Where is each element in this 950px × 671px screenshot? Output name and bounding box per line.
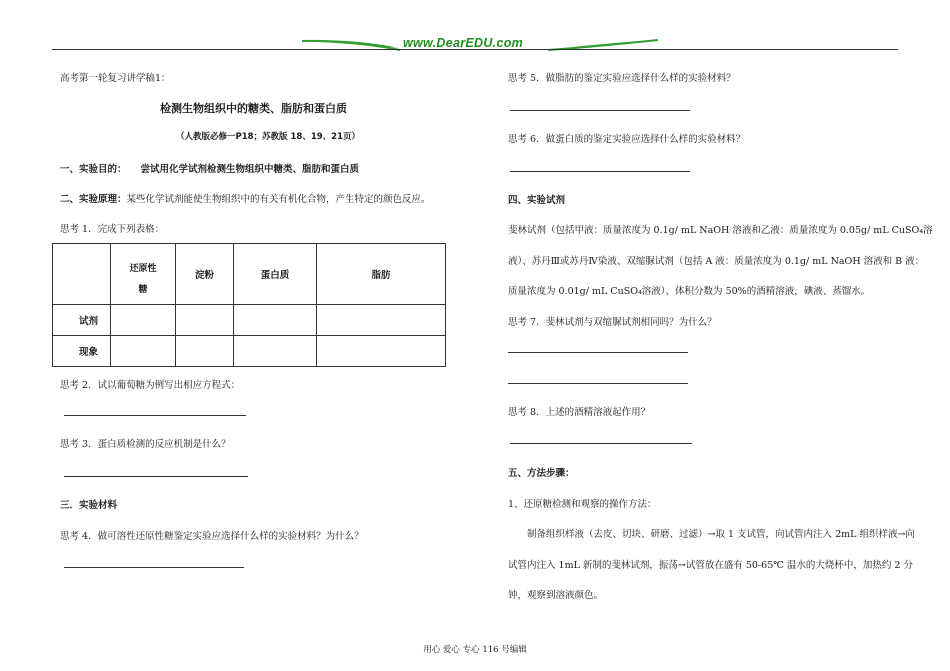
answer-line <box>508 352 688 353</box>
section-materials: 三．实验材料 <box>60 500 118 511</box>
answer-line <box>510 443 692 444</box>
section-objective <box>60 161 359 175</box>
table-row-label: 试剂 <box>53 305 111 336</box>
table-cell <box>234 336 317 367</box>
section-label: 一、实验目的： <box>60 164 127 175</box>
answer-line <box>510 171 690 172</box>
table-cell <box>317 305 446 336</box>
table-row <box>53 305 446 336</box>
answer-line <box>64 476 248 477</box>
answer-line <box>64 567 244 568</box>
table-cell <box>176 305 234 336</box>
section-principle <box>60 191 431 205</box>
section-procedure: 五、方法步骤： <box>508 468 575 479</box>
paragraph-line: 斐林试剂（包括甲液：质量浓度为 0.1g/ mL NaOH 溶液和乙液：质量浓度为 0.05g/ mL CuSO₄溶 <box>508 225 933 236</box>
header-rule <box>52 49 898 50</box>
question-2: 思考 2．试以葡萄糖为例写出相应方程式： <box>60 380 241 391</box>
paragraph-line: 液）、苏丹Ⅲ或苏丹Ⅳ染液、双缩脲试剂（包括 A 液：质量浓度为 0.1g/ mL NaOH 溶液和 B 液： <box>508 256 925 267</box>
table-header-cell: 蛋白质 <box>234 244 317 305</box>
question-4: 思考 4．做可溶性还原性糖鉴定实验应选择什么样的实验材料？为什么？ <box>60 531 364 542</box>
table-header-empty <box>53 244 111 305</box>
question-3: 思考 3．蛋白质检测的反应机制是什么？ <box>60 439 231 450</box>
method-line: 试管内注入 1mL 新制的斐林试剂，振荡→试管放在盛有 50-65℃ 温水的大烧杯中，加热约 2 分 <box>508 560 913 571</box>
question-8: 思考 8．上述的酒精溶液起作用？ <box>508 407 651 418</box>
question-5: 思考 5．做脂肪的鉴定实验应选择什么样的实验材料？ <box>508 73 736 84</box>
section-label: 二、实验原理： <box>60 194 127 205</box>
question-6: 思考 6．做蛋白质的鉴定实验应选择什么样的实验材料？ <box>508 134 746 145</box>
document-subtitle: （人教版必修一P18；苏教版 18、19、21页） <box>176 132 361 142</box>
table-row <box>53 336 446 367</box>
section-reagents: 四、实验试剂 <box>508 195 566 206</box>
method-line: 钟，观察到溶液颜色。 <box>508 590 604 601</box>
step-heading: 1、还原糖检测和观察的操作方法： <box>508 499 657 510</box>
table-header-cell: 脂肪 <box>317 244 446 305</box>
reagent-table <box>52 243 446 367</box>
page-footer: 用心 爱心 专心 116 号编辑 <box>423 645 527 655</box>
table-cell <box>176 336 234 367</box>
table-header-cell: 还原性 糖 <box>111 244 176 305</box>
section-text: 尝试用化学试剂检测生物组织中糖类、脂肪和蛋白质 <box>140 164 360 175</box>
answer-line <box>510 110 690 111</box>
paragraph-line: 质量浓度为 0.01g/ mL CuSO₄溶液）、体积分数为 50%的酒精溶液，碘液、蒸馏水。 <box>508 286 871 297</box>
table-header-cell: 淀粉 <box>176 244 234 305</box>
logo-text: www.DearEDU.com <box>403 36 524 50</box>
section-text: 某些化学试剂能使生物组织中的有关有机化合物，产生特定的颜色反应。 <box>126 194 431 205</box>
table-cell <box>234 305 317 336</box>
method-line: 制备组织样液（去皮、切块、研磨、过滤）→取 1 支试管，向试管内注入 2mL 组织样液→向 <box>527 529 915 540</box>
document-title: 检测生物组织中的糖类、脂肪和蛋白质 <box>160 102 347 115</box>
question-1: 思考 1．完成下列表格： <box>60 224 165 235</box>
answer-line <box>508 383 688 384</box>
table-row-label: 现象 <box>53 336 111 367</box>
table-cell <box>111 336 176 367</box>
series-label: 高考第一轮复习讲学稿1： <box>60 73 171 84</box>
table-cell <box>317 336 446 367</box>
question-7: 思考 7．斐林试剂与双缩脲试剂相同吗？为什么？ <box>508 317 717 328</box>
answer-line <box>64 415 246 416</box>
table-cell <box>111 305 176 336</box>
site-logo <box>300 36 660 56</box>
